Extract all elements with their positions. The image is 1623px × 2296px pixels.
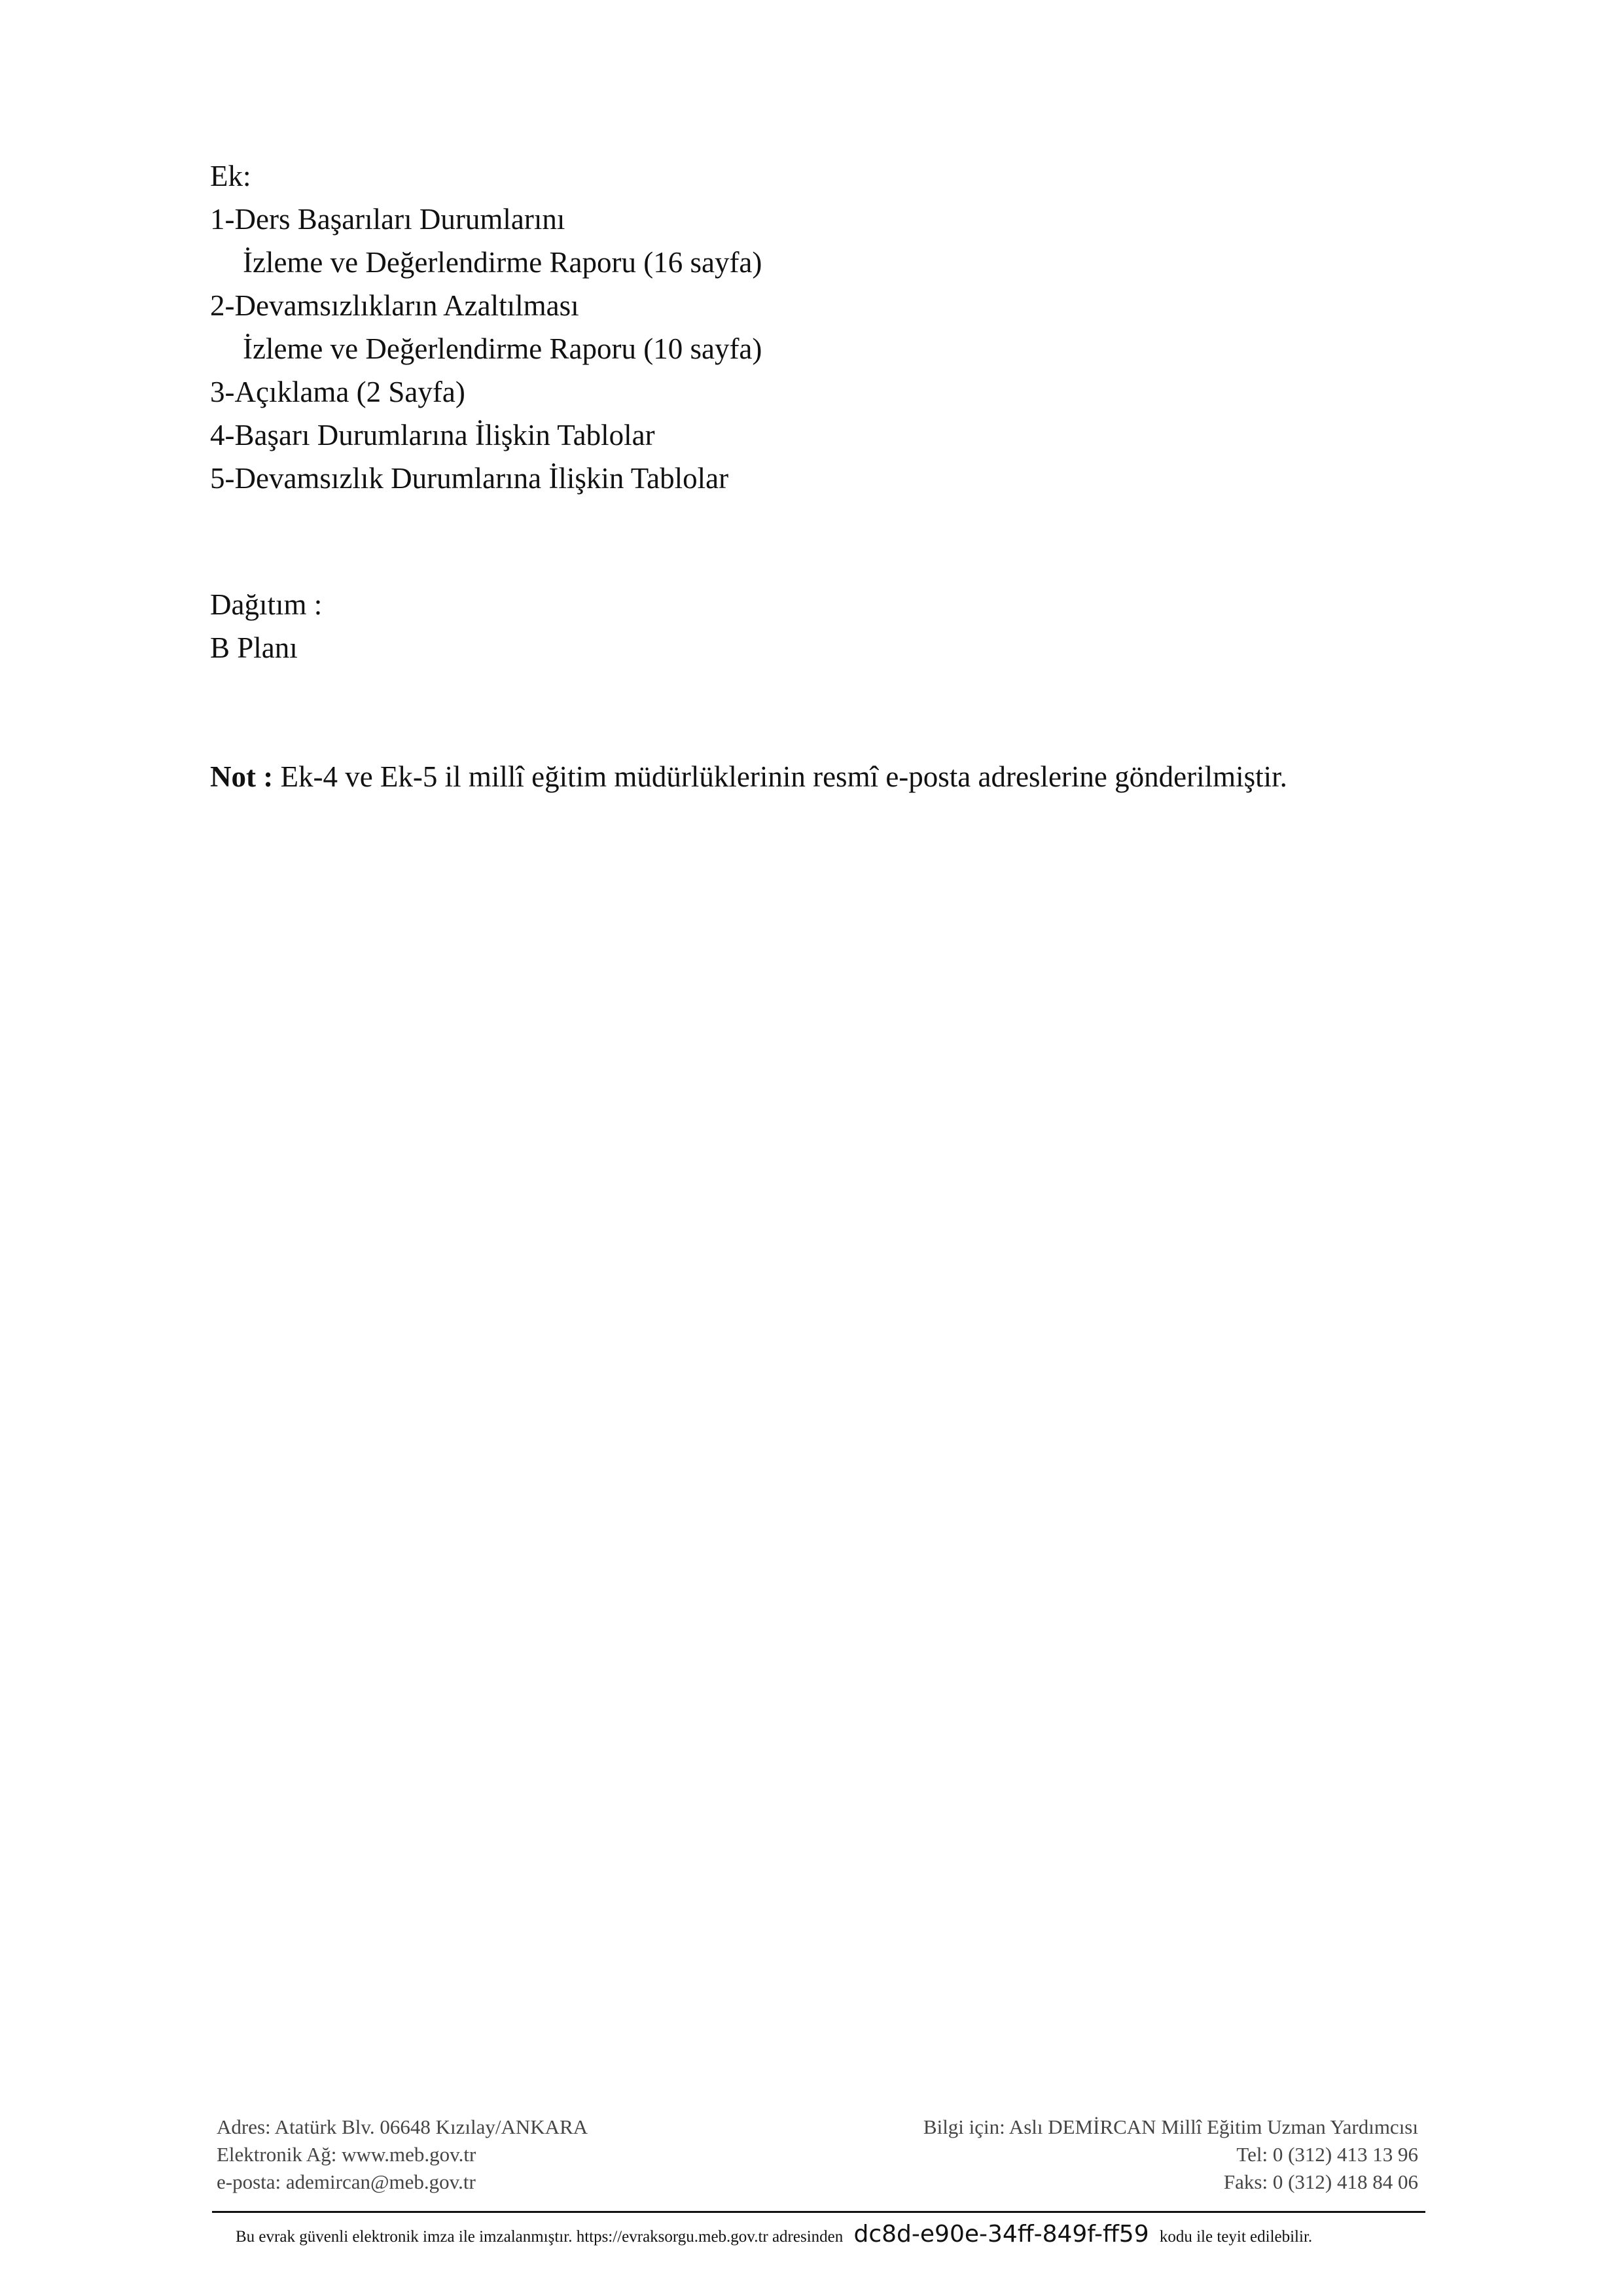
attachments-heading: Ek:: [210, 160, 251, 192]
verification-code: dc8d-e90e-34ff-849f-ff59: [853, 2221, 1149, 2248]
distribution-heading: Dağıtım :: [210, 588, 323, 621]
footer-contact: Bilgi için: Aslı DEMİRCAN Millî Eğitim Uzman Yardımcısı: [923, 2115, 1418, 2138]
attachment-item-2-continued: İzleme ve Değerlendirme Raporu (10 sayfa): [243, 332, 762, 365]
footer-address-block: [217, 2113, 588, 2196]
distribution-section: [210, 583, 322, 669]
footer-divider: [212, 2211, 1425, 2213]
footer-contact-block: [923, 2113, 1418, 2196]
attachment-item-3: 3-Açıklama (2 Sayfa): [210, 376, 465, 408]
footer-fax: Faks: 0 (312) 418 84 06: [1223, 2170, 1418, 2193]
attachment-item-1: 1-Ders Başarıları Durumlarını: [210, 203, 565, 236]
attachment-item-1-continued: İzleme ve Değerlendirme Raporu (16 sayfa): [243, 246, 762, 279]
verification-prefix: Bu evrak güvenli elektronik imza ile imzalanmıştır. https://evraksorgu.meb.gov.tr adresinden: [236, 2228, 844, 2246]
attachment-item-4: 4-Başarı Durumlarına İlişkin Tablolar: [210, 419, 655, 451]
footer-email: e-posta: ademircan@meb.gov.tr: [217, 2170, 476, 2193]
note-section: [210, 755, 1287, 798]
attachment-item-5: 5-Devamsızlık Durumlarına İlişkin Tablolar: [210, 462, 729, 495]
attachments-section: [210, 154, 762, 500]
footer-network: Elektronik Ağ: www.meb.gov.tr: [217, 2143, 476, 2166]
verification-line: [236, 2220, 1312, 2252]
distribution-value: B Planı: [210, 631, 298, 664]
footer-phone: Tel: 0 (312) 413 13 96: [1236, 2143, 1418, 2166]
note-text: Ek-4 ve Ek-5 il millî eğitim müdürlüklerinin resmî e-posta adreslerine gönderilmiştir.: [280, 760, 1287, 793]
verification-suffix: kodu ile teyit edilebilir.: [1159, 2228, 1313, 2246]
footer-address: Adres: Atatürk Blv. 06648 Kızılay/ANKARA: [217, 2115, 588, 2138]
attachment-item-2: 2-Devamsızlıkların Azaltılması: [210, 289, 579, 322]
note-label: Not :: [210, 760, 274, 793]
